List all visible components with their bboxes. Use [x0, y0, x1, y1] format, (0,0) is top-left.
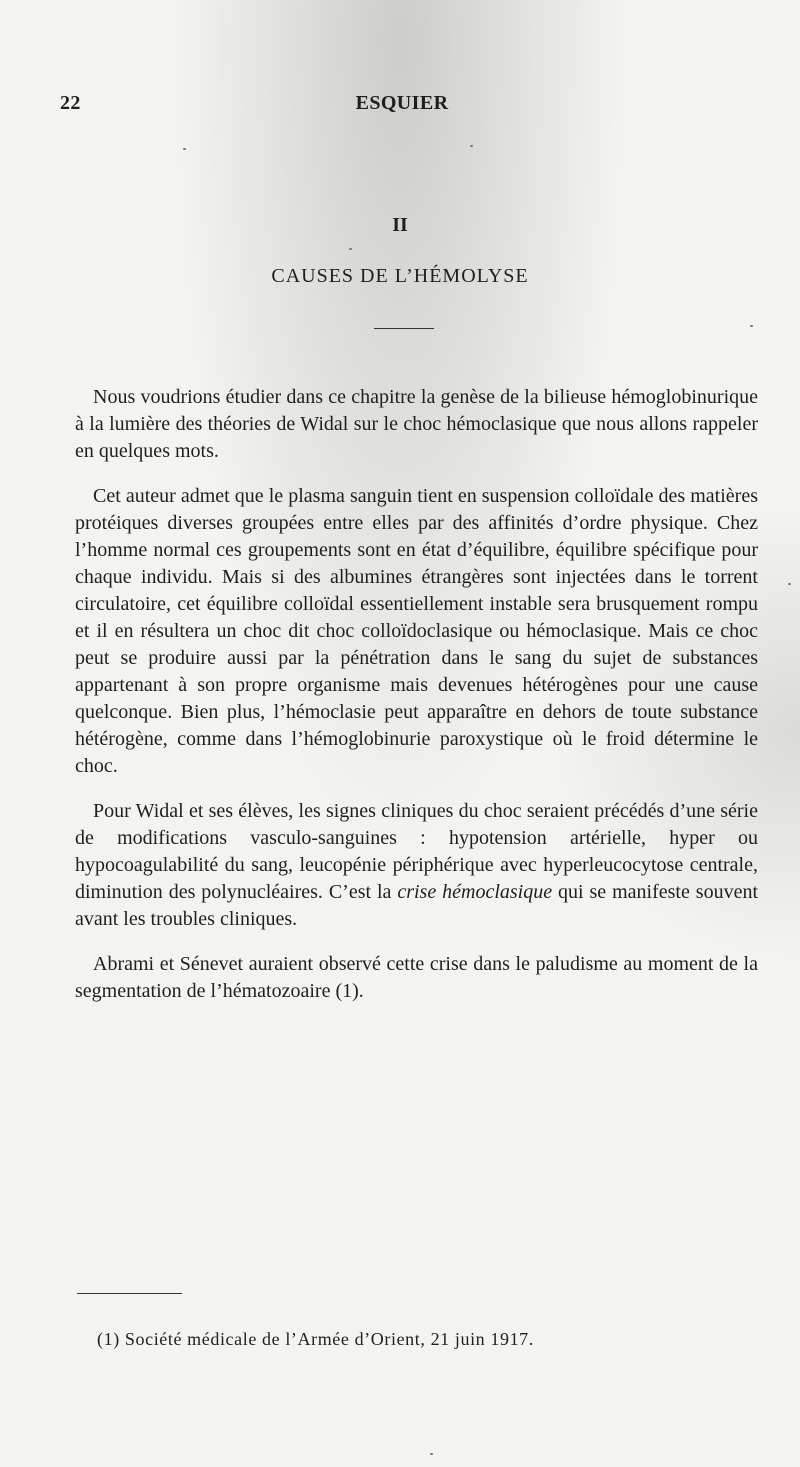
- footnote-divider: [77, 1293, 182, 1294]
- paper-speck: [183, 148, 186, 150]
- running-head: [60, 92, 744, 116]
- paper-speck: [430, 1453, 433, 1455]
- paragraph-3: [75, 798, 758, 933]
- running-title: ESQUIER: [355, 92, 449, 114]
- title-divider: [374, 328, 434, 329]
- paper-speck: [470, 145, 473, 147]
- paragraph-4: Abrami et Sénevet auraient observé cette crise dans le paludisme au moment de la segmentation de l’hématozoaire (1).: [75, 953, 758, 1002]
- chapter-title: CAUSES DE L’HÉMOLYSE: [271, 265, 529, 287]
- page-number: 22: [60, 92, 81, 114]
- paper-speck: [750, 325, 753, 327]
- paragraph-3-text-before: Pour Widal et ses élèves, les signes cliniques du choc seraient précédés d’une série de modifications vasculo-sanguines : hypotension artérielle, hyper ou hypocoagulabilité du sang, leucopénie périphérique avec hyperleucocytose centrale, diminution des polynucléaires. C’est la: [75, 800, 758, 903]
- body-text: [75, 384, 758, 1023]
- paragraph-1: Nous voudrions étudier dans ce chapitre la genèse de la bilieuse hémoglobinurique à la lumière des théories de Widal sur le choc hémoclasique que nous allons rappeler en quelques mots.: [75, 386, 758, 462]
- paper-speck: [788, 583, 791, 585]
- paragraph-3-text-after: qui se manifeste souvent avant les troubles cliniques.: [75, 881, 758, 930]
- paragraph-2: Cet auteur admet que le plasma sanguin tient en suspension colloïdale des matières protéiques diverses groupées entre elles par des affinités d’ordre physique. Chez l’homme normal ces groupements sont en état d’équilibre, équilibre spécifique pour chaque individu. Mais si des albumines étrangères sont injectées dans le torrent circulatoire, cet équilibre colloïdal essentiellement instable sera brusquement rompu et il en résultera un choc dit choc colloïdoclasique ou hémoclasique. Mais ce choc peut se produire aussi par la pénétration dans le sang du sujet de substances appartenant à son propre organisme mais devenues hétérogènes pour une cause quelconque. Bien plus, l’hémoclasie peut apparaître en dehors de toute substance hétérogène, comme dans l’hémoglobinurie paroxystique où le froid détermine le choc.: [75, 485, 758, 777]
- footnote: (1) Société médicale de l’Armée d’Orient, 21 juin 1917.: [97, 1329, 534, 1349]
- chapter-number: II: [392, 214, 408, 236]
- paper-speck: [349, 248, 352, 250]
- italic-term: crise hémoclasique: [397, 881, 553, 903]
